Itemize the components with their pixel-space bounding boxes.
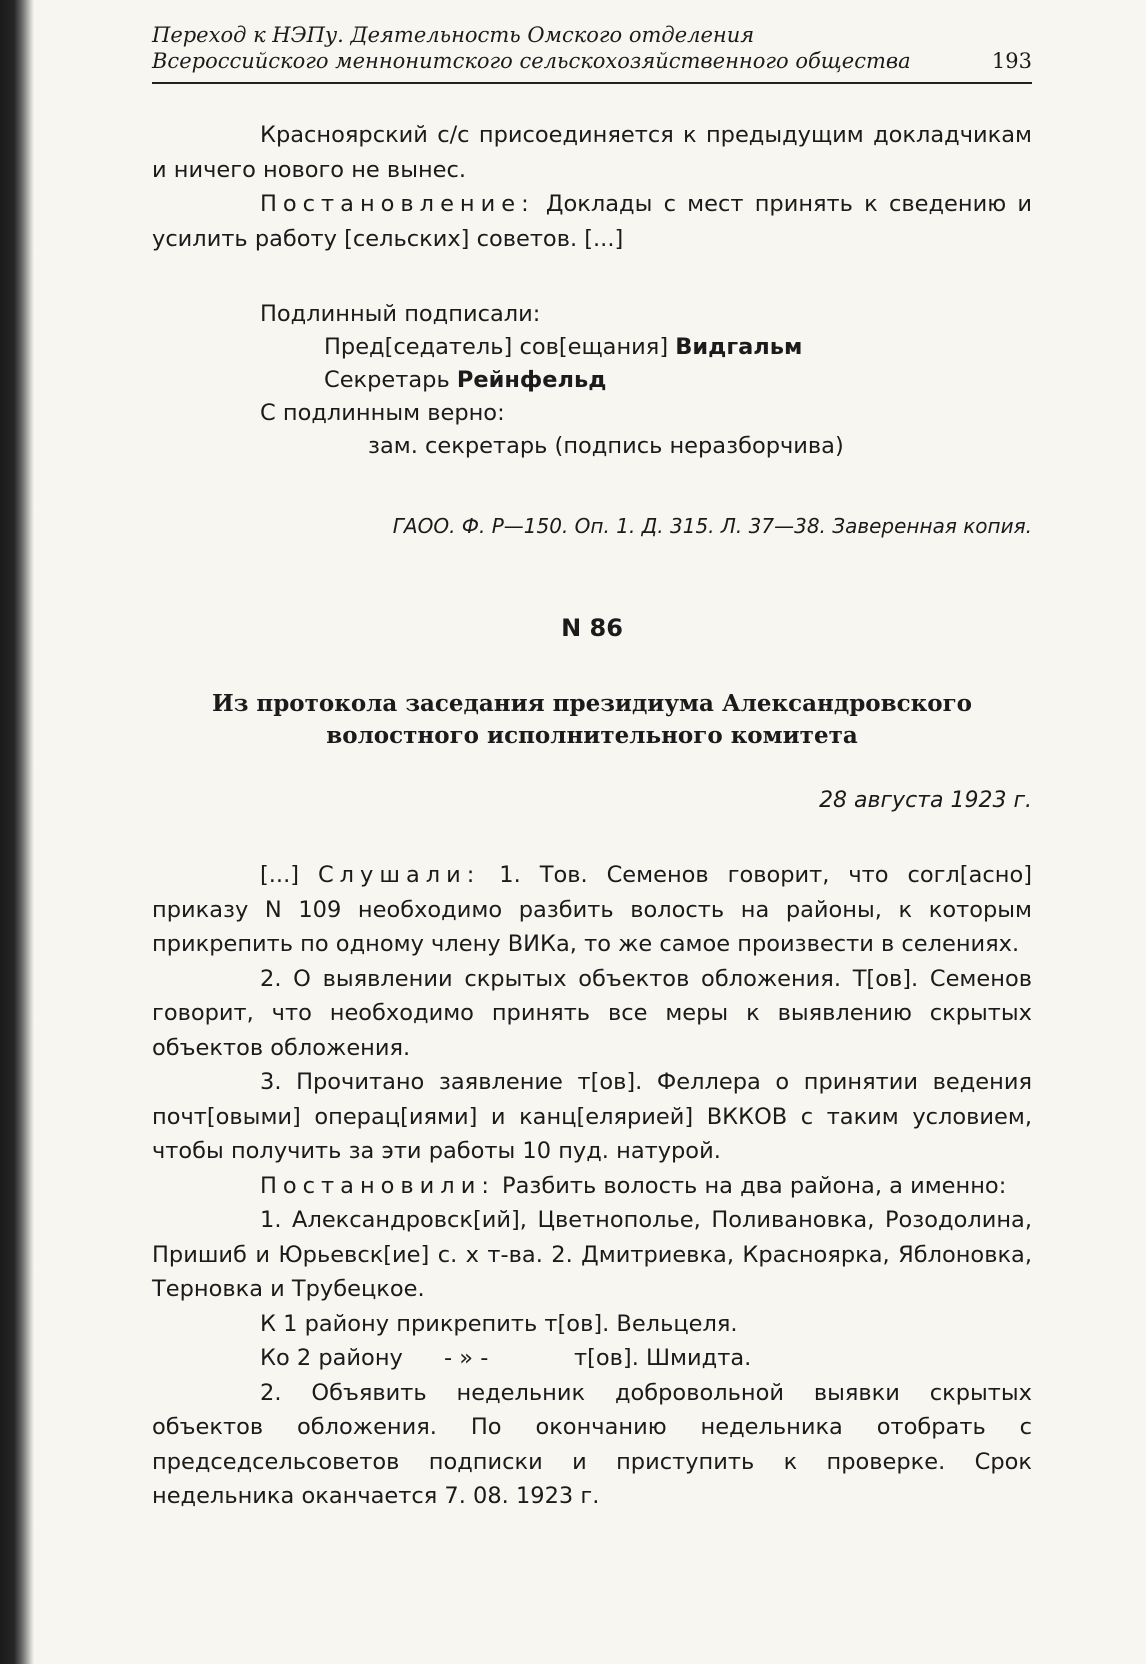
heard-prefix: [...] [260,862,318,888]
resolved-text: Разбить волость на два района, а именно: [494,1172,1007,1199]
district-2-label: Ко 2 району [260,1345,403,1371]
resolution-text: Доклады с мест принять к сведению и усилить работу [сельских] советов. [...] [152,191,1032,252]
secretary-title: Секретарь [324,367,457,393]
signatures-block [152,298,1032,463]
heard-paragraph [152,858,1032,962]
chair-title: Пред[седатель] сов[ещания] [324,334,676,360]
document-title-line1: Из протокола заседания президиума Александровского [211,690,973,717]
document-page [152,0,1032,1664]
deputy-signature: зам. секретарь (подпись неразборчива) [368,433,844,459]
district-2-member: т[ов]. Шмидта. [574,1345,752,1371]
resolved-label: Постановили: [260,1172,495,1199]
districts-paragraph: 1. Александровск[ий], Цветнополье, Поливановка, Розодолина, Пришиб и Юрьевск[ие] с. х т-ва. 2. Дмитриевка, Красноярка, Яблоновка, Терновка и Трубецкое. [152,1207,1032,1302]
archive-reference: ГАОО. Ф. Р—150. Оп. 1. Д. 315. Л. 37—38. Заверенная копия. [392,514,1032,538]
header-rule [152,82,1032,84]
document-title [152,688,1032,752]
document-title-line2: волостного исполнительного комитета [326,722,858,749]
chair-signature [152,331,1032,364]
decree-2-paragraph: 2. Объявить недельник добровольной выявки скрытых объектов обложения. По окончанию недельника отобрать с председсельсоветов подписки и приступить к проверке. Срок недельника оканчается 7. 08. 1923 г. [152,1379,1032,1509]
chair-name: Видгальм [675,334,803,360]
item-2-paragraph: 2. О выявлении скрытых объектов обложения. Т[ов]. Семенов говорит, что необходимо принять все меры к выявлению скрытых объектов обложения. [152,965,1032,1061]
signed-by-label: Подлинный подписали: [260,301,541,327]
item-3-paragraph: 3. Прочитано заявление т[ов]. Феллера о принятии ведения почт[овыми] операц[иями] и канц[елярией] ВККОВ с таким условием, чтобы получить за эти работы 10 пуд. натурой. [152,1069,1032,1164]
intro-block [152,118,1032,256]
resolved-paragraph [152,1169,1032,1204]
running-header-line1: Переход к НЭПу. Деятельность Омского отделения [152,23,755,47]
true-copy-label: С подлинным верно: [260,400,505,426]
resolution-paragraph [152,187,1032,256]
district-2-assignment [152,1341,1032,1376]
heard-label: Слушали: [317,862,481,888]
running-header [152,22,1032,74]
document-number: N 86 [561,614,623,642]
resolution-label: Постановление: [260,191,535,217]
ditto-mark: - » - [444,1345,489,1371]
heard-text: 1. Тов. Семенов говорит, что согл[асно] приказу N 109 необходимо разбить волость на районы, к которым прикрепить по одному члену ВИКа, то же самое произвести в селениях. [152,862,1032,957]
running-header-line2: Всероссийского меннонитского сельскохозяйственного общества [152,49,911,73]
intro-paragraph: Красноярский с/с присоединяется к предыдущим докладчикам и ничего нового не вынес. [152,122,1032,183]
page-number: 193 [991,49,1032,73]
document-date: 28 августа 1923 г. [819,788,1032,813]
secretary-name: Рейнфельд [456,367,607,393]
protocol-body [152,858,1032,1514]
secretary-signature [152,364,1032,397]
district-1-assignment: К 1 району прикрепить т[ов]. Вельцеля. [260,1310,738,1337]
book-spine-shadow [0,0,34,1664]
